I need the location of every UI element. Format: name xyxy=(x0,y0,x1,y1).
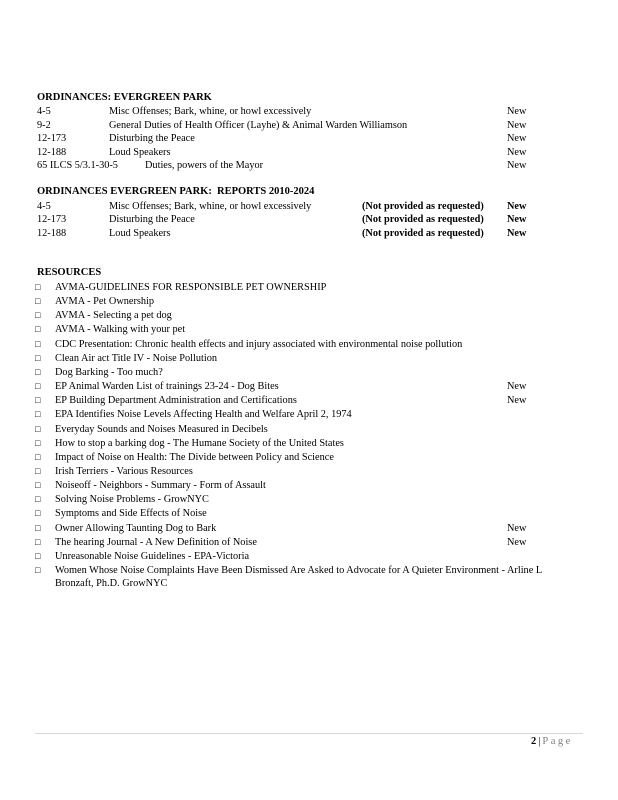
ordinance-code: 12-188 xyxy=(37,147,67,158)
status-badge: New xyxy=(507,106,527,117)
square-bullet-icon: □ xyxy=(35,296,41,307)
ordinance-code: 12-173 xyxy=(37,133,67,144)
status-badge: New xyxy=(507,522,527,534)
square-bullet-icon: □ xyxy=(35,565,41,575)
ordinance-code: 65 ILCS 5/3.1-30-5 xyxy=(37,160,118,171)
ordinance-description[interactable]: Misc Offenses; Bark, whine, or howl excessively xyxy=(109,201,312,212)
not-provided-note: (Not provided as requested) xyxy=(362,201,484,212)
square-bullet-icon: □ xyxy=(35,366,41,377)
resource-link[interactable]: EP Building Department Administration and Certifications xyxy=(55,395,297,407)
ordinance-description[interactable]: Loud Speakers xyxy=(109,147,171,158)
status-badge: New xyxy=(507,160,527,171)
ordinances-heading: ORDINANCES: EVERGREEN PARK xyxy=(37,92,212,103)
not-provided-note: (Not provided as requested) xyxy=(362,214,484,225)
page-number: 2 xyxy=(531,736,537,747)
square-bullet-icon: □ xyxy=(35,423,41,434)
resource-link[interactable]: Impact of Noise on Health: The Divide between Policy and Science xyxy=(55,451,334,463)
status-badge: New xyxy=(507,133,527,144)
reports-heading-years: REPORTS 2010-2024 xyxy=(217,186,315,197)
ordinance-code: 12-173 xyxy=(37,214,67,225)
ordinance-description[interactable]: Duties, powers of the Mayor xyxy=(145,160,264,171)
resource-link[interactable]: Everyday Sounds and Noises Measured in Decibels xyxy=(55,423,268,435)
footer-separator: | xyxy=(538,736,541,747)
ordinance-code: 9-2 xyxy=(37,120,51,131)
square-bullet-icon: □ xyxy=(35,409,41,420)
resource-link[interactable]: AVMA - Walking with your pet xyxy=(55,324,186,336)
ordinance-description[interactable]: Disturbing the Peace xyxy=(109,214,195,225)
square-bullet-icon: □ xyxy=(35,381,41,392)
resource-link[interactable]: CDC Presentation: Chronic health effects and injury associated with environmental noise pollution xyxy=(55,338,463,350)
page-footer xyxy=(531,736,573,747)
not-provided-note: (Not provided as requested) xyxy=(362,228,484,239)
ordinance-description[interactable]: Loud Speakers xyxy=(109,228,171,239)
resource-link[interactable]: Symptoms and Side Effects of Noise xyxy=(55,508,207,520)
status-badge: New xyxy=(507,395,527,407)
resource-link[interactable]: Bronzaft, Ph.D. GrowNYC xyxy=(55,578,168,590)
resource-link[interactable]: Noiseoff - Neighbors - Summary - Form of Assault xyxy=(55,480,266,492)
ordinance-description[interactable]: Misc Offenses; Bark, whine, or howl excessively xyxy=(109,106,312,117)
square-bullet-icon: □ xyxy=(35,522,41,533)
status-badge: New xyxy=(507,228,527,239)
resource-link[interactable]: EPA Identifies Noise Levels Affecting Health and Welfare April 2, 1974 xyxy=(55,409,352,421)
square-bullet-icon: □ xyxy=(35,494,41,505)
resource-link[interactable]: EP Animal Warden List of trainings 23-24 - Dog Bites xyxy=(55,381,279,393)
status-badge: New xyxy=(507,536,527,548)
resource-link[interactable]: AVMA - Pet Ownership xyxy=(55,296,155,308)
resource-link[interactable]: How to stop a barking dog - The Humane Society of the United States xyxy=(55,437,344,449)
ordinance-description[interactable]: Disturbing the Peace xyxy=(109,133,195,144)
square-bullet-icon: □ xyxy=(35,536,41,547)
square-bullet-icon: □ xyxy=(35,310,41,321)
resource-link[interactable]: The hearing Journal - A New Definition of Noise xyxy=(55,536,257,548)
ordinance-code: 4-5 xyxy=(37,201,51,212)
square-bullet-icon: □ xyxy=(35,282,41,292)
resource-link[interactable]: Clean Air act Title IV - Noise Pollution xyxy=(55,352,217,364)
ordinance-code: 12-188 xyxy=(37,228,67,239)
resource-link[interactable]: AVMA - Selecting a pet dog xyxy=(55,310,172,322)
ordinance-code: 4-5 xyxy=(37,106,51,117)
resource-link[interactable]: Women Whose Noise Complaints Have Been Dismissed Are Asked to Advocate for A Quieter Environment - Arline L xyxy=(55,565,543,576)
resource-link[interactable]: Unreasonable Noise Guidelines - EPA-Victoria xyxy=(55,550,250,562)
square-bullet-icon: □ xyxy=(35,352,41,363)
square-bullet-icon: □ xyxy=(35,451,41,462)
square-bullet-icon: □ xyxy=(35,324,41,335)
square-bullet-icon: □ xyxy=(35,480,41,491)
ordinance-description[interactable]: General Duties of Health Officer (Layhe) & Animal Warden Williamson xyxy=(109,120,408,131)
status-badge: New xyxy=(507,120,527,131)
reports-heading: ORDINANCES EVERGREEN PARK: xyxy=(37,186,212,197)
resource-link[interactable]: Solving Noise Problems - GrowNYC xyxy=(55,494,209,506)
status-badge: New xyxy=(507,201,527,212)
resource-link[interactable]: Owner Allowing Taunting Dog to Bark xyxy=(55,522,217,534)
resources-heading: RESOURCES xyxy=(37,267,102,278)
square-bullet-icon: □ xyxy=(35,437,41,448)
square-bullet-icon: □ xyxy=(35,508,41,519)
footer-divider xyxy=(35,733,583,734)
resource-link[interactable]: AVMA-GUIDELINES FOR RESPONSIBLE PET OWNERSHIP xyxy=(55,282,327,293)
square-bullet-icon: □ xyxy=(35,338,41,349)
resource-link[interactable]: Dog Barking - Too much? xyxy=(55,366,163,378)
page-label: Page xyxy=(542,736,573,747)
square-bullet-icon: □ xyxy=(35,550,41,561)
square-bullet-icon: □ xyxy=(35,466,41,476)
status-badge: New xyxy=(507,214,527,225)
resource-link[interactable]: Irish Terriers - Various Resources xyxy=(55,466,193,477)
status-badge: New xyxy=(507,147,527,158)
status-badge: New xyxy=(507,381,527,393)
square-bullet-icon: □ xyxy=(35,395,41,406)
